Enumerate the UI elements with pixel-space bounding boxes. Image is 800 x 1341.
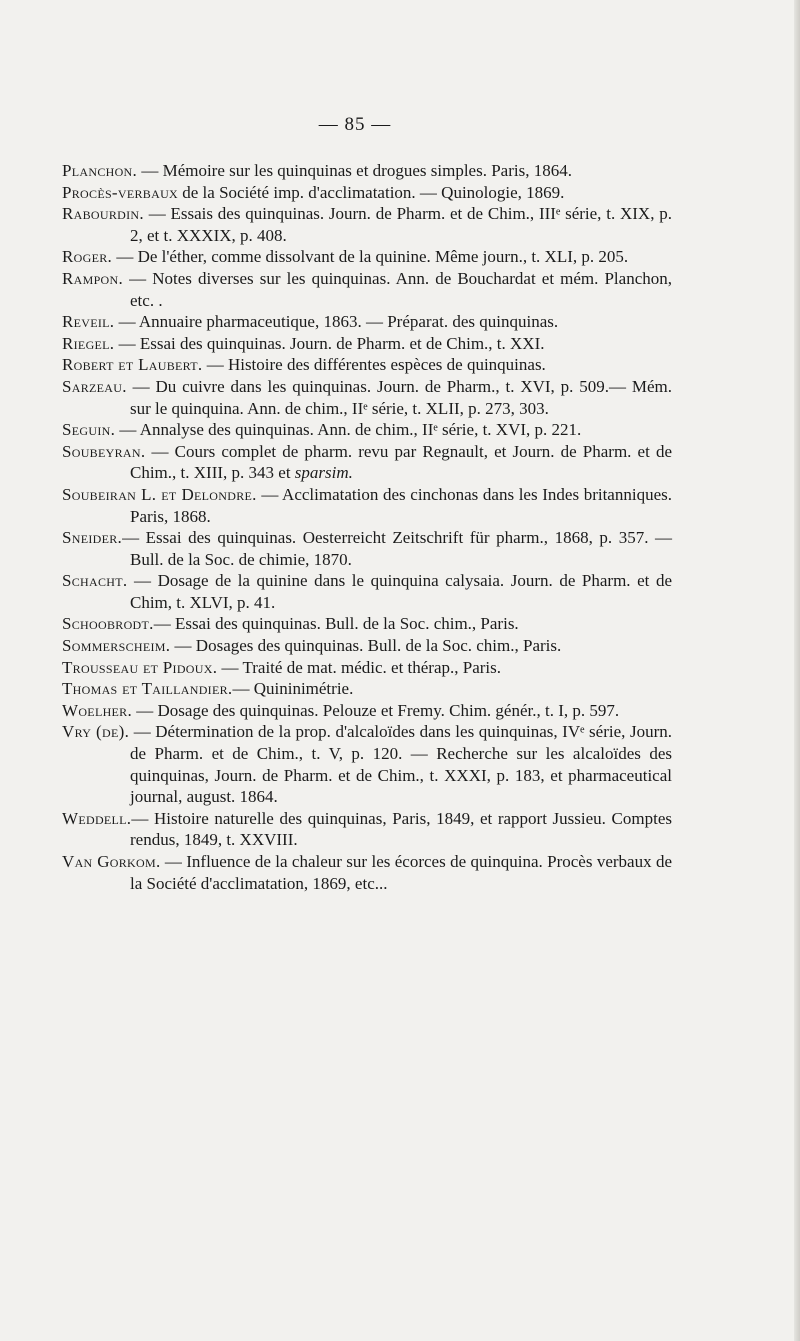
bib-entry [62, 203, 672, 246]
entry-author: Thomas et Taillandier. [62, 679, 233, 699]
entry-text: — Notes diverses sur les quinquinas. Ann. de Bouchardat et mém. Planchon, etc. . [123, 268, 672, 310]
entry-text: — Acclimatation des cinchonas dans les Indes britanniques. Paris, 1868. [130, 484, 672, 526]
bib-entry [62, 808, 672, 851]
entry-author: Procès-verbaux [62, 182, 178, 202]
bib-entry [62, 721, 672, 807]
entry-author: Vry (de). [62, 722, 130, 742]
bib-entry [62, 354, 672, 376]
bib-entry [62, 441, 672, 484]
entry-author: Rabourdin. [62, 204, 144, 224]
bib-entry [62, 333, 672, 355]
entry-text: — Annuaire pharmaceutique, 1863. — Préparat. des quinquinas. [114, 312, 559, 332]
entry-text: — Mémoire sur les quinquinas et drogues simples. Paris, 1864. [137, 161, 572, 180]
bib-entry [62, 182, 672, 204]
entry-author: Van Gorkom. [62, 852, 161, 871]
bib-entry [62, 527, 672, 570]
entry-text: — Annalyse des quinquinas. Ann. de chim., IIᵉ série, t. XVI, p. 221. [115, 420, 582, 440]
entry-text: — Dosages des quinquinas. Bull. de la Soc. chim., Paris. [170, 636, 562, 656]
page-edge [794, 0, 800, 1341]
bib-entry [62, 613, 672, 635]
bib-entry [62, 246, 672, 268]
entry-author: Riegel. [62, 333, 115, 353]
entry-author: Trousseau et Pidoux. [62, 657, 218, 677]
entry-author: Soubeiran L. et Delondre. [62, 484, 257, 504]
entry-text: — Traité de mat. médic. et thérap., Paris. [217, 657, 502, 677]
entry-author: Robert et Laubert. [62, 355, 203, 375]
entry-text: — Détermination de la prop. d'alcaloïdes dans les quinquinas, IVᵉ série, Journ. de Pharm. et de Chim., t. V, p. 120. — Recherche sur les alcaloïdes des quinquinas, Journ. de Pharm. et de Chim., t. XXXI, p. 183, et pharmaceutical journal, august. 1864. [129, 722, 672, 807]
bib-entry [62, 311, 672, 333]
bib-entry [62, 419, 672, 441]
entry-text: — Essai des quinquinas. Oesterreicht Zeitschrift für pharm., 1868, p. 357. — Bull. de la Soc. de chimie, 1870. [122, 528, 672, 569]
bib-entry [62, 700, 672, 722]
entry-text: — Histoire des différentes espèces de quinquinas. [202, 355, 546, 375]
entry-author: Roger. [62, 247, 113, 267]
entry-text: — Essai des quinquinas. Bull. de la Soc. chim., Paris. [153, 614, 519, 634]
bib-entry [62, 635, 672, 657]
entry-author: Seguin. [62, 420, 116, 440]
entry-text: — Dosage de la quinine dans le quinquina calysaia. Journ. de Pharm. et de Chim, t. XLVI, p. 41. [127, 571, 672, 612]
entry-author: Sarzeau. [62, 376, 127, 396]
entry-author: Schacht. [62, 571, 128, 591]
entry-text: — Dosage des quinquinas. Pelouze et Fremy. Chim. génér., t. I, p. 597. [132, 700, 620, 720]
entry-author: Woelher. [62, 700, 133, 720]
entry-text: — Cours complet de pharm. revu par Regnault, et Journ. de Pharm. et de Chim., t. XIII, p. 343 et [130, 441, 672, 483]
bib-entry [62, 678, 672, 700]
entry-author: Sneider. [62, 528, 123, 548]
entry-author: Rampon. [62, 268, 124, 288]
page-number: — 85 — [318, 114, 392, 135]
entry-author: Planchon. [62, 161, 138, 180]
entry-author: Schoobrodt. [62, 614, 154, 634]
bib-entry [62, 268, 672, 311]
bib-entry [62, 570, 672, 613]
entry-text: — Essais des quinquinas. Journ. de Pharm. et de Chim., IIIᵉ série, t. XIX, p. 2, et t. XXXIX, p. 408. [130, 204, 672, 245]
entry-text: — De l'éther, comme dissolvant de la quinine. Même journ., t. XLI, p. 205. [112, 247, 629, 267]
bib-entry [62, 160, 672, 182]
bib-entry [62, 376, 672, 419]
bib-entry [62, 851, 672, 894]
bibliography-list [62, 160, 672, 894]
entry-text: — Histoire naturelle des quinquinas, Paris, 1849, et rapport Jussieu. Comptes rendus, 1849, t. XXVIII. [130, 808, 672, 850]
entry-author: Soubeyran. [62, 441, 146, 461]
entry-author: Reveil. [62, 312, 115, 332]
entry-italic: sparsim. [294, 463, 353, 483]
bib-entry [62, 657, 672, 679]
bib-entry [62, 484, 672, 527]
entry-text: de la Société imp. d'acclimatation. — Quinologie, 1869. [178, 182, 565, 202]
entry-text: — Du cuivre dans les quinquinas. Journ. de Pharm., t. XVI, p. 509.— Mém. sur le quinquina. Ann. de chim., IIᵉ série, t. XLII, p. 273, 303. [126, 376, 672, 418]
entry-text: — Essai des quinquinas. Journ. de Pharm. et de Chim., t. XXI. [114, 333, 545, 353]
entry-author: Sommerscheim. [62, 636, 171, 656]
entry-text: — Quininimétrie. [232, 679, 354, 699]
entry-author: Weddell. [62, 808, 132, 828]
entry-text: — Influence de la chaleur sur les écorces de quinquina. Procès verbaux de la Société d'acclimatation, 1869, etc... [130, 852, 673, 893]
